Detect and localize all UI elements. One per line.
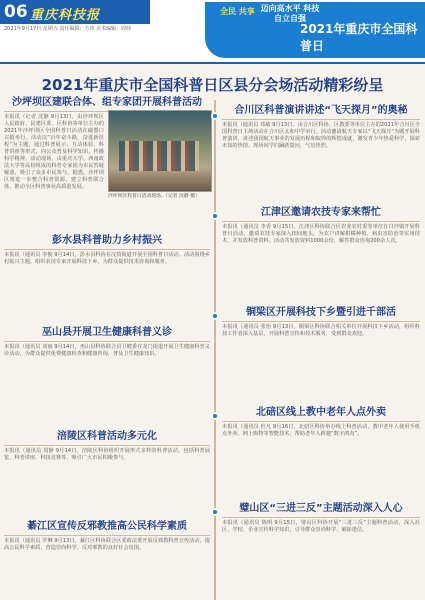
page-headline: 2021年重庆市全国科普日区县分会场活动精彩纷呈 <box>41 76 384 94</box>
timeline-dot <box>211 112 219 120</box>
article-body: 本报讯（通讯员 李俊 9月14日，彭水县科协在汉葭街道开展全国科普日活动。活动围绕乡村振兴主题，组织农技专家开展科技下乡，为群众提供技术咨询和服务。 <box>4 252 210 265</box>
slogan-main: 2021年重庆市全国科普日 <box>300 22 418 53</box>
timeline-dot <box>211 508 219 516</box>
slogan-mid: 迈向高水平 科技自立自强 <box>260 4 320 23</box>
article-body: 本报讯（记者 沈静 9月13日，由沙坪坝区人民政府、民建区委、区科协等单位主办的2021年沙坪坝区全国科普日活动在磁器口古镇举行。活动以“百年奋斗路，奋进新征程”为主题，通过科普展示、互动体验、科普讲座等形式，向公众普及科学知识，传播科学精神。活动现场，由重庆大学、西南政法大学等高校组成的科普专家团为市民答疑解惑，吸引了众多市民参与。据悉，沙坪坝区将进一步整合科普资源，建立科普联合体，推动全区科普事业高质量发展。 <box>4 114 104 190</box>
article-title: 綦江区宣传反邪教推高公民科学素质 <box>4 520 210 536</box>
page-header <box>0 0 425 64</box>
news-photo <box>108 110 212 192</box>
article-body: 本报讯（通讯员 陈明 9月15日，璧山区科协开展“三进三反”主题科普活动，深入社区、学校、企业宣传科学知识，引导群众崇尚科学、破除迷信。 <box>222 520 420 533</box>
article-title: 彭水县科普助力乡村振兴 <box>4 234 210 250</box>
article-title: 涪陵区科普活动多元化 <box>4 430 210 446</box>
article-wushan <box>4 326 210 422</box>
article-bishan <box>222 502 420 596</box>
article-title: 璧山区“三进三反”主题活动深入人心 <box>222 502 420 518</box>
article-body: 本报讯（通讯员 张怡 9月13日，铜梁区科协联合相关单位开展科技下乡活动，组织科技工作者深入基层，开展科普宣传和技术服务，受到群众欢迎。 <box>222 324 420 337</box>
timeline-spine <box>214 100 216 600</box>
timeline-dot <box>211 412 219 420</box>
article-qijiang <box>4 520 210 598</box>
header-divider <box>0 62 425 64</box>
article-title: 合川区科普演讲讲述“飞天探月”的奥秘 <box>222 104 420 120</box>
article-title: 巫山县开展卫生健康科普义诊 <box>4 326 210 342</box>
article-body: 本报讯（通讯员 杜凡 9月16日，北碚区科协举办线上科普活动，教中老年人使用手机点外卖、网上购物等智能技术，帮助老年人跨越“数字鸿沟”。 <box>222 424 420 437</box>
article-fuling <box>4 430 210 514</box>
article-body: 本报讯（通讯员 罗琳 9月13日，綦江区科协联合区委政法委开展反邪教科普宣传活动，提高公民科学素质，营造崇尚科学、反对邪教的良好社会氛围。 <box>4 538 210 551</box>
article-title: 北碚区线上教中老年人点外卖 <box>222 406 420 422</box>
article-hechuan <box>222 104 420 204</box>
article-jiangjin <box>222 206 420 302</box>
slogan-left: 全民 共享 <box>220 7 255 16</box>
article-tongliang <box>222 306 420 402</box>
paper-name: 重庆科技报 <box>30 8 101 23</box>
article-title: 铜梁区开展科技下乡暨引进千部活 <box>222 306 420 322</box>
article-title: 沙坪坝区建联合体、组专家团开展科普活动 <box>4 96 210 112</box>
article-title: 江津区邀请农技专家来帮忙 <box>222 206 420 222</box>
paper-meta: 2021年9月17日 星期五 责任编辑：方涛 美术编辑：周炜 <box>4 26 132 32</box>
article-body: 本报讯（通讯员 李香 9月15日，江津区科协联合区农业农村委等单位在白沙镇开展科普日活动，邀请农技专家深入田间地头，为农户讲解柑橘种植、病虫害防治等实用技术，并发放科普资料。活动共发放资料1000余份，解答群众咨询200余人次。 <box>222 224 420 244</box>
article-beibei <box>222 406 420 496</box>
article-body: 本报讯（通讯员 周静 9月14日，涪陵区科协组织开展形式多样的科普活动，包括科普展览、科普讲座、科技竞赛等，吸引广大市民积极参与。 <box>4 448 210 461</box>
timeline-dot <box>211 212 219 220</box>
timeline-dot <box>211 312 219 320</box>
article-body: 本报讯（通讯员 邓敏 9月13日，由合川区科协、区教委等单位主办的2021年合川区全国科普日主场活动在合川区太和中学举行。活动邀请航天专家以“飞天探月”为题开展科普演讲，讲述我国航天事业的发展历程和取得的辉煌成就，激发青少年热爱科学、探索未知的热情。现场同学们踊跃提问，气氛热烈。 <box>222 122 420 149</box>
article-body: 本报讯（通讯员 刘丽 9月14日，巫山县科协联合县卫健委在龙门街道开展卫生健康科普义诊活动，为群众提供免费健康检查和健康咨询，普及卫生健康知识。 <box>4 344 210 357</box>
article-pengshui <box>4 234 210 318</box>
page-number: 06 <box>4 2 28 22</box>
photo-caption: 沙坪坝区科普日活动现场。（记者 沈静 摄） <box>108 194 200 199</box>
